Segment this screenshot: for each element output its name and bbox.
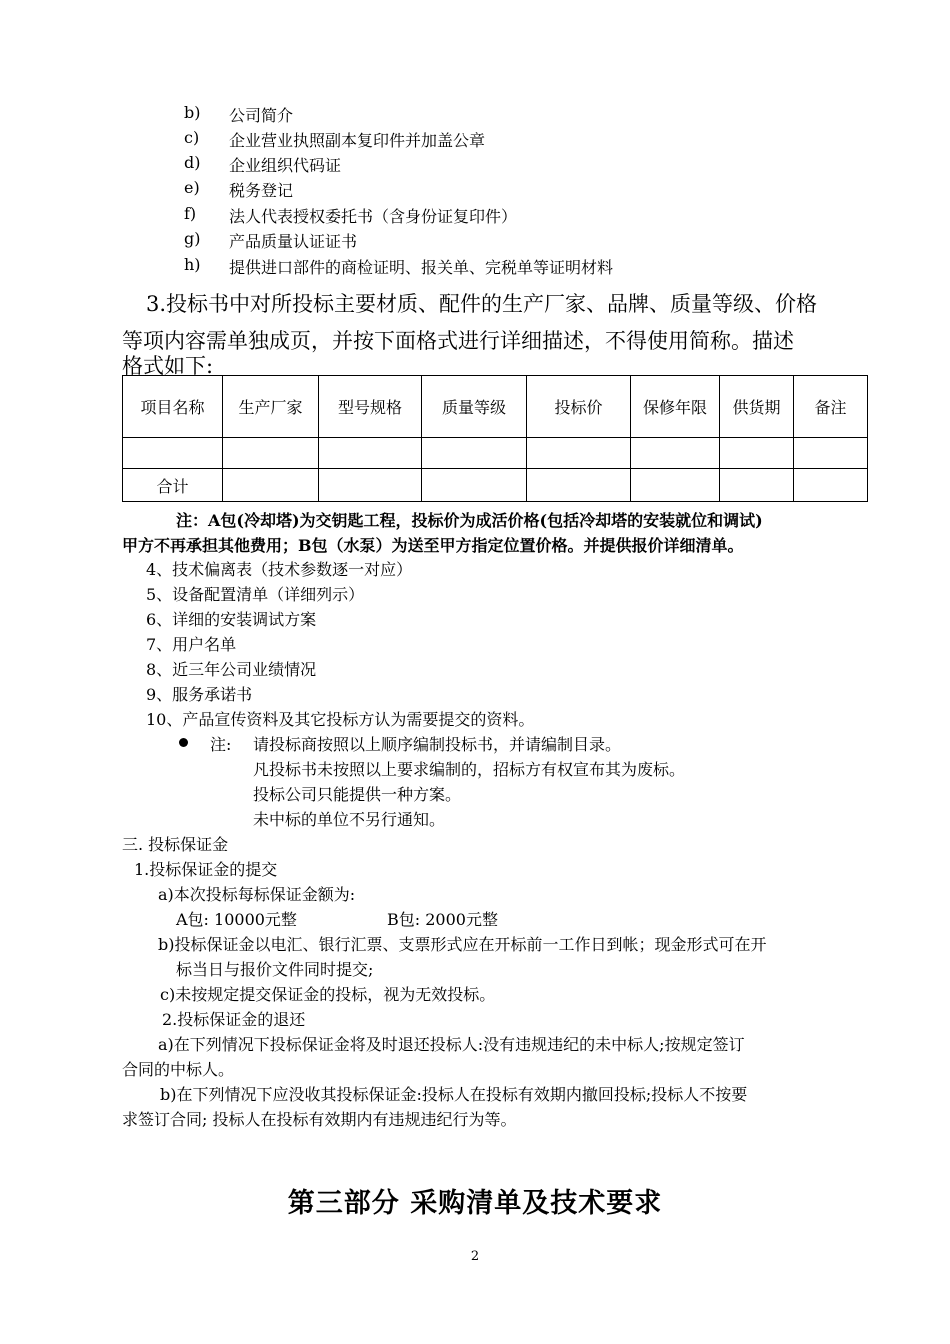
sub-item-label: e) <box>184 178 200 197</box>
table-cell <box>223 438 319 469</box>
numbered-item: 9、服务承诺书 <box>146 685 253 704</box>
forfeit-b-line2: 求签订合同; 投标人在投标有效期内有违规违纪行为等。 <box>122 1110 517 1129</box>
table-cell <box>720 469 794 502</box>
table-cell <box>422 469 527 502</box>
numbered-item: 10、产品宣传资料及其它投标方认为需要提交的资料。 <box>146 710 535 729</box>
table-cell <box>319 438 422 469</box>
package-a-amount: A包: 10000元整 <box>176 910 297 929</box>
bullet-note-line: 请投标商按照以上顺序编制投标书，并请编制目录。 <box>253 735 622 754</box>
table-header-cell: 保修年限 <box>631 376 720 438</box>
sub-item-text: 产品质量认证证书 <box>229 232 358 251</box>
table-cell <box>631 438 720 469</box>
item3-line3: 格式如下: <box>122 354 214 378</box>
numbered-item: 8、近三年公司业绩情况 <box>146 660 317 679</box>
spec-table <box>122 375 868 502</box>
deposit-amount-intro: a)本次投标每标保证金额为: <box>158 885 356 904</box>
bullet-note-line: 投标公司只能提供一种方案。 <box>253 785 462 804</box>
table-cell <box>631 469 720 502</box>
numbered-item: 5、设备配置清单（详细列示） <box>146 585 365 604</box>
table-cell <box>319 469 422 502</box>
subsection-heading: 2.投标保证金的退还 <box>162 1010 306 1029</box>
numbered-item: 4、技术偏离表（技术参数逐一对应） <box>146 560 413 579</box>
forfeit-b-line1: b)在下列情况下应没收其投标保证金:投标人在投标有效期内撤回投标;投标人不按要 <box>160 1085 748 1104</box>
package-note-line1: 注：A包(冷却塔)为交钥匙工程，投标价为成活价格(包括冷却塔的安装就位和调试) <box>176 511 763 530</box>
table-header-cell: 型号规格 <box>319 376 422 438</box>
bullet-icon <box>179 738 188 747</box>
subsection-heading: 1.投标保证金的提交 <box>134 860 278 879</box>
sub-item-label: h) <box>184 255 201 274</box>
table-header-cell: 质量等级 <box>422 376 527 438</box>
numbered-item: 7、用户名单 <box>146 635 237 654</box>
sub-item-text: 企业营业执照副本复印件并加盖公章 <box>229 131 486 150</box>
table-header-cell: 项目名称 <box>123 376 223 438</box>
table-row <box>123 438 868 469</box>
table-header-cell: 备注 <box>794 376 868 438</box>
sub-item-label: f) <box>184 204 197 223</box>
table-total-row <box>123 469 868 502</box>
sub-item-label: c) <box>184 128 200 147</box>
table-cell <box>422 438 527 469</box>
sub-item-text: 税务登记 <box>229 181 294 200</box>
item3-line1: 3.投标书中对所投标主要材质、配件的生产厂家、品牌、质量等级、价格 <box>146 292 818 316</box>
sub-item-text: 提供进口部件的商检证明、报关单、完税单等证明材料 <box>229 258 614 277</box>
numbered-item: 6、详细的安装调试方案 <box>146 610 317 629</box>
bullet-note-label: 注: <box>210 735 232 754</box>
sub-item-label: b) <box>184 103 201 122</box>
refund-a-line1: a)在下列情况下投标保证金将及时退还投标人:没有违规违纪的未中标人;按规定签订 <box>158 1035 745 1054</box>
table-header-cell: 供货期 <box>720 376 794 438</box>
package-note-line2: 甲方不再承担其他费用；B包（水泵）为送至甲方指定位置价格。并提供报价详细清单。 <box>122 536 744 555</box>
sub-item-text: 企业组织代码证 <box>229 156 342 175</box>
part-title: 第三部分 采购清单及技术要求 <box>287 1188 663 1219</box>
sub-item-text: 公司简介 <box>229 106 294 125</box>
item3-line2: 等项内容需单独成页，并按下面格式进行详细描述，不得使用简称。描述 <box>122 329 794 353</box>
table-cell <box>794 438 868 469</box>
table-header-cell: 生产厂家 <box>223 376 319 438</box>
table-header-cell: 投标价 <box>527 376 631 438</box>
package-b-amount: B包: 2000元整 <box>387 910 498 929</box>
deposit-invalid-line: c)未按规定提交保证金的投标，视为无效投标。 <box>160 985 496 1004</box>
table-cell <box>123 438 223 469</box>
table-cell <box>223 469 319 502</box>
table-cell <box>527 469 631 502</box>
table-header-row <box>123 376 868 438</box>
section-heading: 三. 投标保证金 <box>122 835 229 854</box>
bullet-note-line: 凡投标书未按照以上要求编制的，招标方有权宣布其为废标。 <box>253 760 686 779</box>
sub-item-label: d) <box>184 153 201 172</box>
bullet-note-line: 未中标的单位不另行通知。 <box>253 810 446 829</box>
table-cell <box>720 438 794 469</box>
sub-item-text: 法人代表授权委托书（含身份证复印件） <box>229 207 518 226</box>
refund-a-line2: 合同的中标人。 <box>122 1060 235 1079</box>
table-total-label: 合计 <box>123 469 223 502</box>
deposit-form-line2: 标当日与报价文件同时提交; <box>176 960 374 979</box>
deposit-form-line1: b)投标保证金以电汇、银行汇票、支票形式应在开标前一工作日到帐；现金形式可在开 <box>158 935 767 954</box>
sub-item-label: g) <box>184 229 201 248</box>
table-cell <box>794 469 868 502</box>
page-number: 2 <box>470 1249 480 1264</box>
table-cell <box>527 438 631 469</box>
